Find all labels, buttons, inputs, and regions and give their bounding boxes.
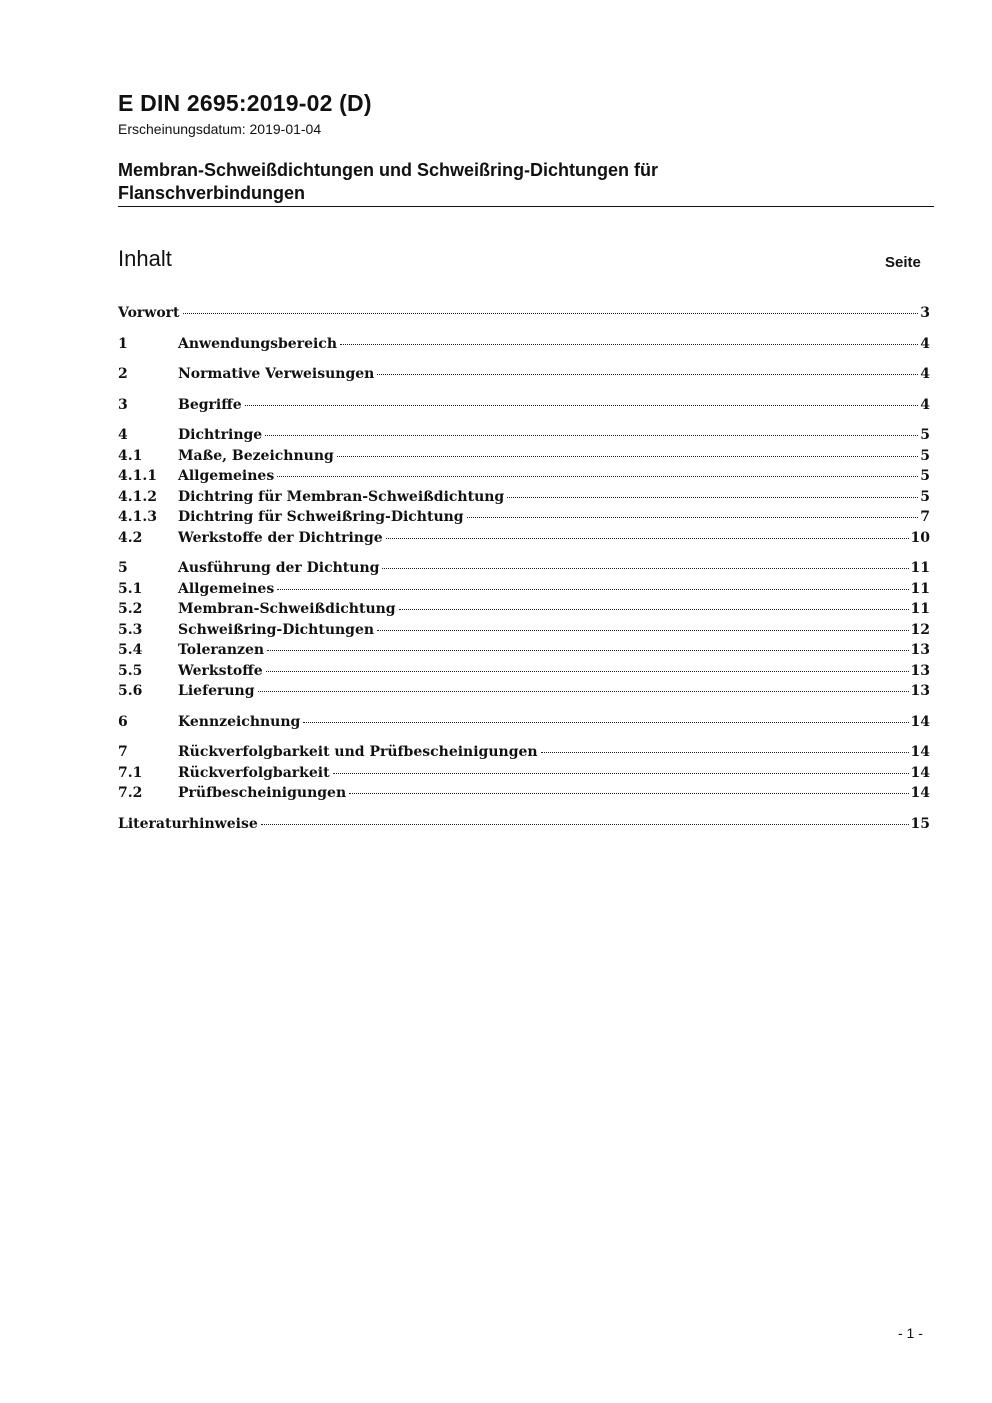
toc-entry-page: 13 xyxy=(910,683,930,699)
page-column-label: Seite xyxy=(885,254,921,271)
toc-entry-page: 11 xyxy=(910,601,930,617)
toc-entry[interactable] xyxy=(118,425,930,446)
toc-entry-title: Kennzeichnung xyxy=(178,713,301,730)
toc-leader xyxy=(349,793,908,794)
toc-entry-title: Literaturhinweise xyxy=(118,815,258,832)
toc-leader xyxy=(261,824,909,825)
toc-entry-title: Schweißring-Dichtungen xyxy=(178,621,375,638)
toc-entry-title: Ausführung der Dichtung xyxy=(178,560,380,576)
toc-entry-page: 11 xyxy=(910,580,930,597)
toc-entry[interactable] xyxy=(118,507,930,528)
toc-entry[interactable] xyxy=(118,640,930,661)
toc-entry[interactable] xyxy=(118,742,930,763)
toc-entry-page: 15 xyxy=(910,815,930,832)
toc-leader xyxy=(265,435,918,436)
toc-entry-number: 3 xyxy=(118,396,128,413)
toc-entry-page: 5 xyxy=(920,488,930,505)
toc-entry-number: 5.2 xyxy=(118,601,143,617)
toc-entry[interactable] xyxy=(118,661,930,682)
toc-entry-number: 4 xyxy=(118,427,128,443)
toc-entry-number: 7 xyxy=(118,744,128,760)
toc-entry[interactable] xyxy=(118,334,930,355)
toc-entry-title: Toleranzen xyxy=(178,642,265,658)
toc-entry-number: 1 xyxy=(118,335,128,352)
toc-entry-page: 12 xyxy=(910,621,930,638)
toc-leader xyxy=(386,538,909,539)
toc-entry-title: Rückverfolgbarkeit und Prüfbescheinigungen xyxy=(178,744,538,760)
toc-leader xyxy=(399,609,909,610)
toc-leader xyxy=(277,589,908,590)
toc-entry-title: Anwendungsbereich xyxy=(178,335,337,352)
toc-entry-number: 4.1.3 xyxy=(118,509,157,525)
toc-entry-title: Rückverfolgbarkeit xyxy=(178,764,330,781)
toc-entry-number: 7.2 xyxy=(118,785,143,801)
toc-entry-number: 5.4 xyxy=(118,642,143,658)
toc-entry-page: 5 xyxy=(920,427,930,443)
toc-entry[interactable] xyxy=(118,487,930,508)
toc-entry-page: 14 xyxy=(910,744,930,760)
toc-entry-title: Allgemeines xyxy=(178,468,275,484)
toc-entry-title: Dichtring für Membran-Schweißdichtung xyxy=(178,488,505,505)
toc-entry-page: 14 xyxy=(910,764,930,781)
publication-date: Erscheinungsdatum: 2019-01-04 xyxy=(118,121,322,137)
toc-entry-number: 7.1 xyxy=(118,764,143,781)
toc-entry-page: 13 xyxy=(910,662,930,679)
toc-entry-number: 4.1 xyxy=(118,447,143,464)
toc-entry-number: 4.2 xyxy=(118,529,143,546)
toc-entry-page: 4 xyxy=(920,396,930,413)
toc-entry-title: Prüfbescheinigungen xyxy=(178,785,347,801)
toc-entry[interactable] xyxy=(118,712,930,733)
toc-leader xyxy=(337,456,918,457)
toc-leader xyxy=(333,773,909,774)
footer-page-number: - 1 - xyxy=(898,1325,923,1341)
toc-entry-page: 4 xyxy=(920,366,930,382)
toc-entry-number: 5.1 xyxy=(118,580,143,597)
toc-entry-number: 4.1.2 xyxy=(118,488,157,505)
toc-entry[interactable] xyxy=(118,395,930,416)
toc-entry-page: 13 xyxy=(910,642,930,658)
toc-leader xyxy=(277,476,918,477)
toc-entry[interactable] xyxy=(118,446,930,467)
toc-leader xyxy=(377,374,918,375)
document-title xyxy=(118,159,918,205)
toc-entry-title: Werkstoffe xyxy=(178,662,263,679)
toc-entry-title: Dichtring für Schweißring-Dichtung xyxy=(178,509,464,525)
toc-leader xyxy=(541,752,909,753)
toc-entry-title: Begriffe xyxy=(178,396,242,413)
toc-entry-title: Lieferung xyxy=(178,683,255,699)
toc-entry-page: 5 xyxy=(920,468,930,484)
toc-entry-title: Allgemeines xyxy=(178,580,275,597)
toc-leader xyxy=(382,568,908,569)
toc-entry-page: 14 xyxy=(910,785,930,801)
toc-entry[interactable] xyxy=(118,814,930,835)
toc-entry[interactable] xyxy=(118,558,930,579)
toc-leader xyxy=(258,691,909,692)
toc-entry[interactable] xyxy=(118,681,930,702)
toc-entry-title: Dichtringe xyxy=(178,427,263,443)
toc-leader xyxy=(267,650,908,651)
toc-leader xyxy=(183,313,919,314)
title-divider xyxy=(118,206,934,207)
toc-entry[interactable] xyxy=(118,579,930,600)
toc-entry-title: Normative Verweisungen xyxy=(178,366,375,382)
toc-entry-title: Membran-Schweißdichtung xyxy=(178,601,396,617)
toc-entry[interactable] xyxy=(118,364,930,385)
toc-entry[interactable] xyxy=(118,466,930,487)
toc-entry[interactable] xyxy=(118,783,930,804)
document-title-line-1: Membran-Schweißdichtungen und Schweißring-Dichtungen für xyxy=(118,160,658,180)
toc-entry-number: 5.6 xyxy=(118,683,143,699)
toc-leader xyxy=(303,722,908,723)
toc-entry[interactable] xyxy=(118,599,930,620)
toc-entry-title: Werkstoffe der Dichtringe xyxy=(178,529,383,546)
toc-entry[interactable] xyxy=(118,763,930,784)
document-id: E DIN 2695:2019-02 (D) xyxy=(118,90,372,116)
document-title-line-2: Flanschverbindungen xyxy=(118,183,306,203)
toc-entry-page: 3 xyxy=(920,305,930,321)
toc-entry-page: 10 xyxy=(910,529,930,546)
toc-entry-page: 14 xyxy=(910,713,930,730)
toc-entry-number: 4.1.1 xyxy=(118,468,157,484)
toc-entry-number: 5.3 xyxy=(118,621,143,638)
toc-entry[interactable] xyxy=(118,303,930,324)
toc-entry-number: 5.5 xyxy=(118,662,143,679)
toc-entry[interactable] xyxy=(118,528,930,549)
toc-leader xyxy=(467,517,919,518)
toc-leader xyxy=(245,405,919,406)
toc-leader xyxy=(340,344,918,345)
toc-entry-page: 7 xyxy=(920,509,930,525)
toc-leader xyxy=(266,671,909,672)
toc-entry-number: 5 xyxy=(118,560,128,576)
toc-entry-title: Vorwort xyxy=(118,305,180,321)
toc-leader xyxy=(507,497,918,498)
toc-entry-number: 2 xyxy=(118,366,128,382)
toc-entry-page: 5 xyxy=(920,447,930,464)
toc-entry[interactable] xyxy=(118,620,930,641)
toc-heading: Inhalt xyxy=(118,246,172,271)
toc-entry-number: 6 xyxy=(118,713,128,730)
toc-entry-page: 11 xyxy=(910,560,930,576)
toc-entry-title: Maße, Bezeichnung xyxy=(178,447,334,464)
table-of-contents xyxy=(118,303,930,834)
toc-entry-page: 4 xyxy=(920,335,930,352)
toc-leader xyxy=(377,630,908,631)
